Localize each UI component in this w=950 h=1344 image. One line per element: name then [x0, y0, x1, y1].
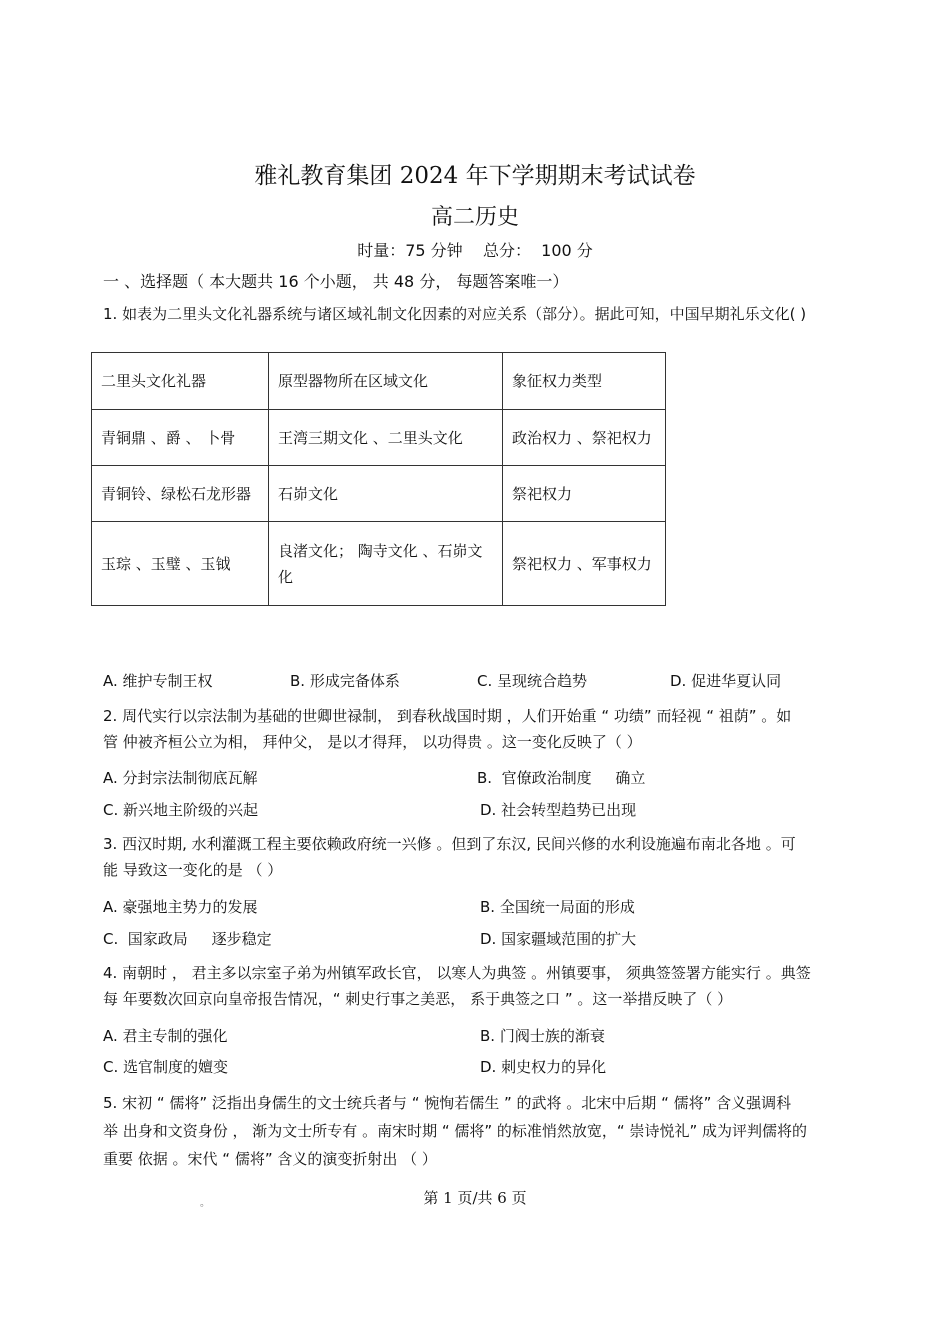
q3-option-a[interactable]: A. 豪强地主势力的发展 [103, 898, 258, 916]
exam-title: 雅礼教育集团 2024 年下学期期末考试试卷 [254, 163, 696, 189]
question-3-line-2: 能 导致这一变化的是 （ ） [103, 861, 283, 879]
table-cell: 政治权力 、祭祀权力 [503, 410, 666, 466]
q2-option-a[interactable]: A. 分封宗法制彻底瓦解 [103, 769, 258, 787]
exam-subject: 高二历史 [430, 205, 519, 230]
section-heading: 一 、选择题（ 本大题共 16 个小题， 共 48 分， 每题答案唯一） [103, 272, 569, 291]
q3-option-c[interactable]: C. 国家政局 逐步稳定 [103, 930, 272, 948]
q1-option-d[interactable]: D. 促进华夏认同 [670, 672, 782, 690]
q4-option-d[interactable]: D. 刺史权力的异化 [480, 1058, 607, 1076]
q2-option-d[interactable]: D. 社会转型趋势已出现 [480, 801, 637, 819]
table-header-cell: 象征权力类型 [503, 353, 666, 410]
table-cell: 祭祀权力 、军事权力 [503, 522, 666, 606]
q4-option-b[interactable]: B. 门阀士族的渐衰 [480, 1027, 605, 1045]
question-4-line-1: 4. 南朝时 ， 君主多以宗室子弟为州镇军政长官， 以寒人为典签 。州镇要事， 须典签签署方能实行 。典签 [103, 964, 811, 982]
table-header-cell: 原型器物所在区域文化 [269, 353, 503, 410]
table-row [92, 466, 666, 522]
q1-option-c[interactable]: C. 呈现统合趋势 [477, 672, 588, 690]
table-cell: 玉琮 、玉璧 、玉钺 [92, 522, 269, 606]
table-header-cell: 二里头文化礼器 [92, 353, 269, 410]
table-cell: 王湾三期文化 、二里头文化 [269, 410, 503, 466]
q1-option-b[interactable]: B. 形成完备体系 [290, 672, 400, 690]
table-cell: 青铜鼎 、爵 、 卜骨 [92, 410, 269, 466]
question-5-line-2: 举 出身和文资身份 ， 渐为文士所专有 。南宋时期 “ 儒将” 的标准悄然放宽，“ 崇诗悦礼” 成为评判儒将的 [103, 1122, 808, 1140]
footer-dot: 。 [200, 1198, 210, 1209]
page-number: 第 1 页/共 6 页 [423, 1189, 527, 1207]
question-1-stem: 1. 如表为二里头文化礼器系统与诸区域礼制文化因素的对应关系（部分）。据此可知，中国早期礼乐文化( ) [103, 305, 807, 323]
q4-option-a[interactable]: A. 君主专制的强化 [103, 1027, 228, 1045]
q2-option-b[interactable]: B. 官僚政治制度 确立 [477, 769, 646, 787]
question-3-line-1: 3. 西汉时期, 水利灌溉工程主要依赖政府统一兴修 。但到了东汉, 民间兴修的水利设施遍布南北各地 。可 [103, 835, 796, 853]
q2-option-c[interactable]: C. 新兴地主阶级的兴起 [103, 801, 259, 819]
q1-option-a[interactable]: A. 维护专制王权 [103, 672, 213, 690]
question-4-line-2: 每 年要数次回京向皇帝报告情况，“ 刺史行事之美恶， 系于典签之口 ” 。这一举措反映了（ ） [103, 990, 733, 1008]
question-1-table [91, 352, 666, 606]
q3-option-d[interactable]: D. 国家疆域范围的扩大 [480, 930, 637, 948]
q4-option-c[interactable]: C. 选官制度的嬗变 [103, 1058, 229, 1076]
q3-option-b[interactable]: B. 全国统一局面的形成 [480, 898, 635, 916]
table-row [92, 410, 666, 466]
exam-time-info: 时量：75 分钟 总分： 100 分 [357, 241, 593, 260]
table-cell: 良渚文化； 陶寺文化 、石峁文 化 [269, 522, 503, 606]
question-5-line-3: 重要 依据 。宋代 “ 儒将” 含义的演变折射出 （ ） [103, 1150, 437, 1168]
question-2-line-1: 2. 周代实行以宗法制为基础的世卿世禄制， 到春秋战国时期 ，人们开始重 “ 功绩” 而轻视 “ 祖荫” 。如 [103, 707, 792, 725]
table-cell: 祭祀权力 [503, 466, 666, 522]
question-5-line-1: 5. 宋初 “ 儒将” 泛指出身儒生的文士统兵者与 “ 惋恂若儒生 ” 的武将 。北宋中后期 “ 儒将” 含义强调科 [103, 1094, 792, 1112]
table-cell: 石峁文化 [269, 466, 503, 522]
table-header-row [92, 353, 666, 410]
question-2-line-2: 管 仲被齐桓公立为相， 拜仲父， 是以才得拜， 以功得贵 。这一变化反映了（ ） [103, 733, 642, 751]
table-row [92, 522, 666, 606]
table-cell: 青铜铃、绿松石龙形器 [92, 466, 269, 522]
